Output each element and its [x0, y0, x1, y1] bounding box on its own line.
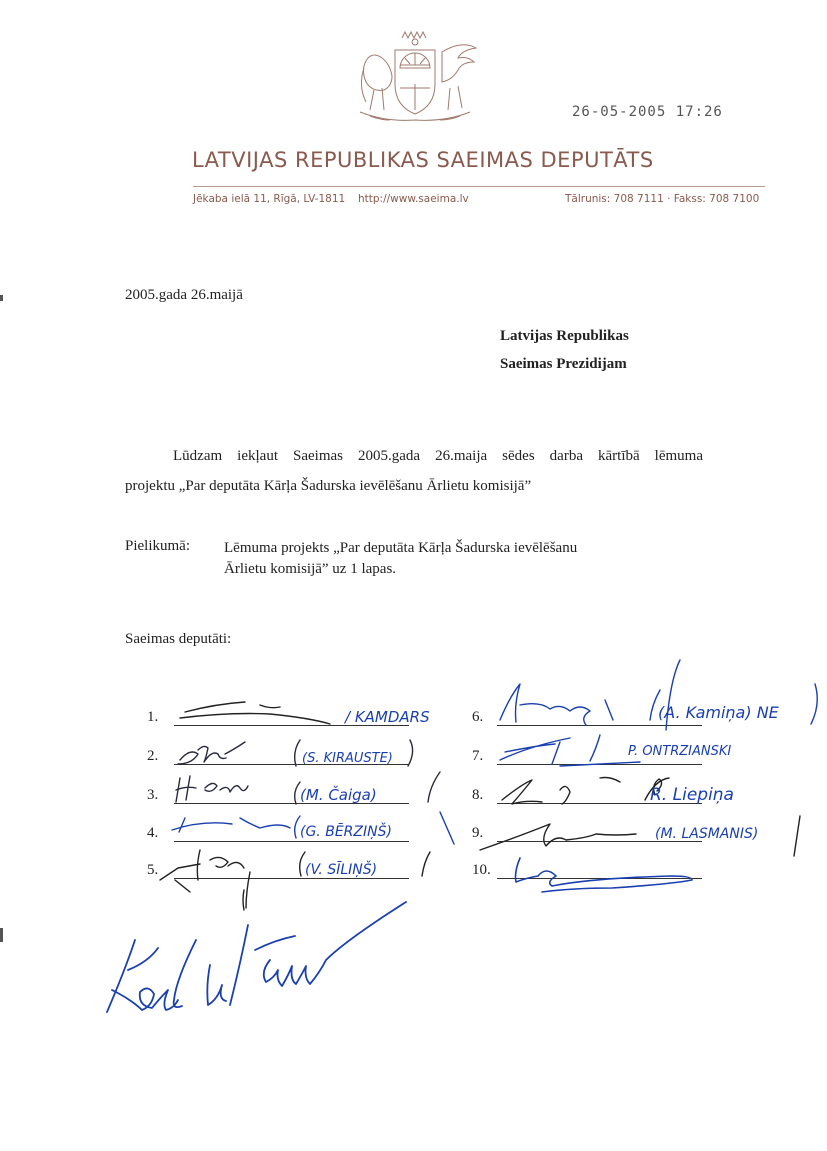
signature-10: [516, 858, 693, 892]
signature-1: [180, 702, 330, 724]
letterhead-contacts: Tālrunis: 708 7111 · Fakss: 708 7100: [565, 193, 760, 205]
letter-date: 2005.gada 26.maijā: [125, 287, 243, 303]
fax-timestamp: 26-05-2005 17:26: [572, 104, 723, 120]
signature-number-10: 10.: [472, 862, 491, 878]
attachment-line-2: Ārlietu komisijā” uz 1 lapas.: [224, 561, 397, 577]
signature-8: [502, 778, 669, 805]
signature-number-8: 8.: [472, 787, 484, 803]
letterhead-address: Jēkaba ielā 11, Rīgā, LV-1811: [193, 193, 346, 205]
scan-margin-mark-1: [0, 295, 3, 301]
attachment-label: Pielikumā:: [125, 538, 190, 554]
signature-number-7: 7.: [472, 748, 484, 764]
signature-number-3: 3.: [147, 787, 159, 803]
handwritten-name-9: (M. LASMANIS): [655, 826, 759, 842]
signature-number-1: 1.: [147, 709, 159, 725]
letterhead-website: http://www.saeima.lv: [358, 193, 469, 205]
handwritten-name-7: P. ONTRZIANSKI: [628, 744, 732, 759]
handwritten-name-3: (M. Čaiga): [300, 786, 377, 804]
signature-karlis-sadurskis: [107, 902, 406, 1012]
handwritten-name-2: (S. KIRAUSTE): [302, 751, 393, 766]
handwritten-name-8: R. Liepiņa: [650, 785, 734, 805]
signature-number-2: 2.: [147, 748, 159, 764]
body-line-1: Lūdzam iekļaut Saeimas 2005.gada 26.maija sēdes darba kārtībā lēmuma: [173, 448, 703, 464]
scan-margin-mark-2: [0, 928, 3, 942]
handwritten-name-5: (V. SĪLIŅŠ): [305, 862, 378, 878]
handwritten-name-1: / KAMDARS: [345, 708, 430, 726]
letterhead-title: LATVIJAS REPUBLIKAS SAEIMAS DEPUTĀTS: [192, 148, 654, 172]
signatures-heading: Saeimas deputāti:: [125, 631, 232, 647]
signature-number-6: 6.: [472, 709, 484, 725]
signature-number-4: 4.: [147, 825, 159, 841]
signature-number-5: 5.: [147, 862, 159, 878]
signature-7: [500, 735, 640, 766]
attachment-line-1: Lēmuma projekts „Par deputāta Kārļa Šadurska ievēlēšanu: [224, 540, 578, 556]
handwritten-name-6: (A. Kamiņa) NE: [658, 703, 779, 722]
recipient-line-2: Saeimas Prezidijam: [500, 356, 627, 372]
body-line-2: projektu „Par deputāta Kārļa Šadurska ievēlēšanu Ārlietu komisijā”: [125, 478, 532, 494]
recipient-line-1: Latvijas Republikas: [500, 328, 629, 344]
signature-5: [160, 850, 430, 910]
handwritten-name-4: (G. BĒRZIŅŠ): [300, 824, 392, 840]
signature-number-9: 9.: [472, 825, 484, 841]
